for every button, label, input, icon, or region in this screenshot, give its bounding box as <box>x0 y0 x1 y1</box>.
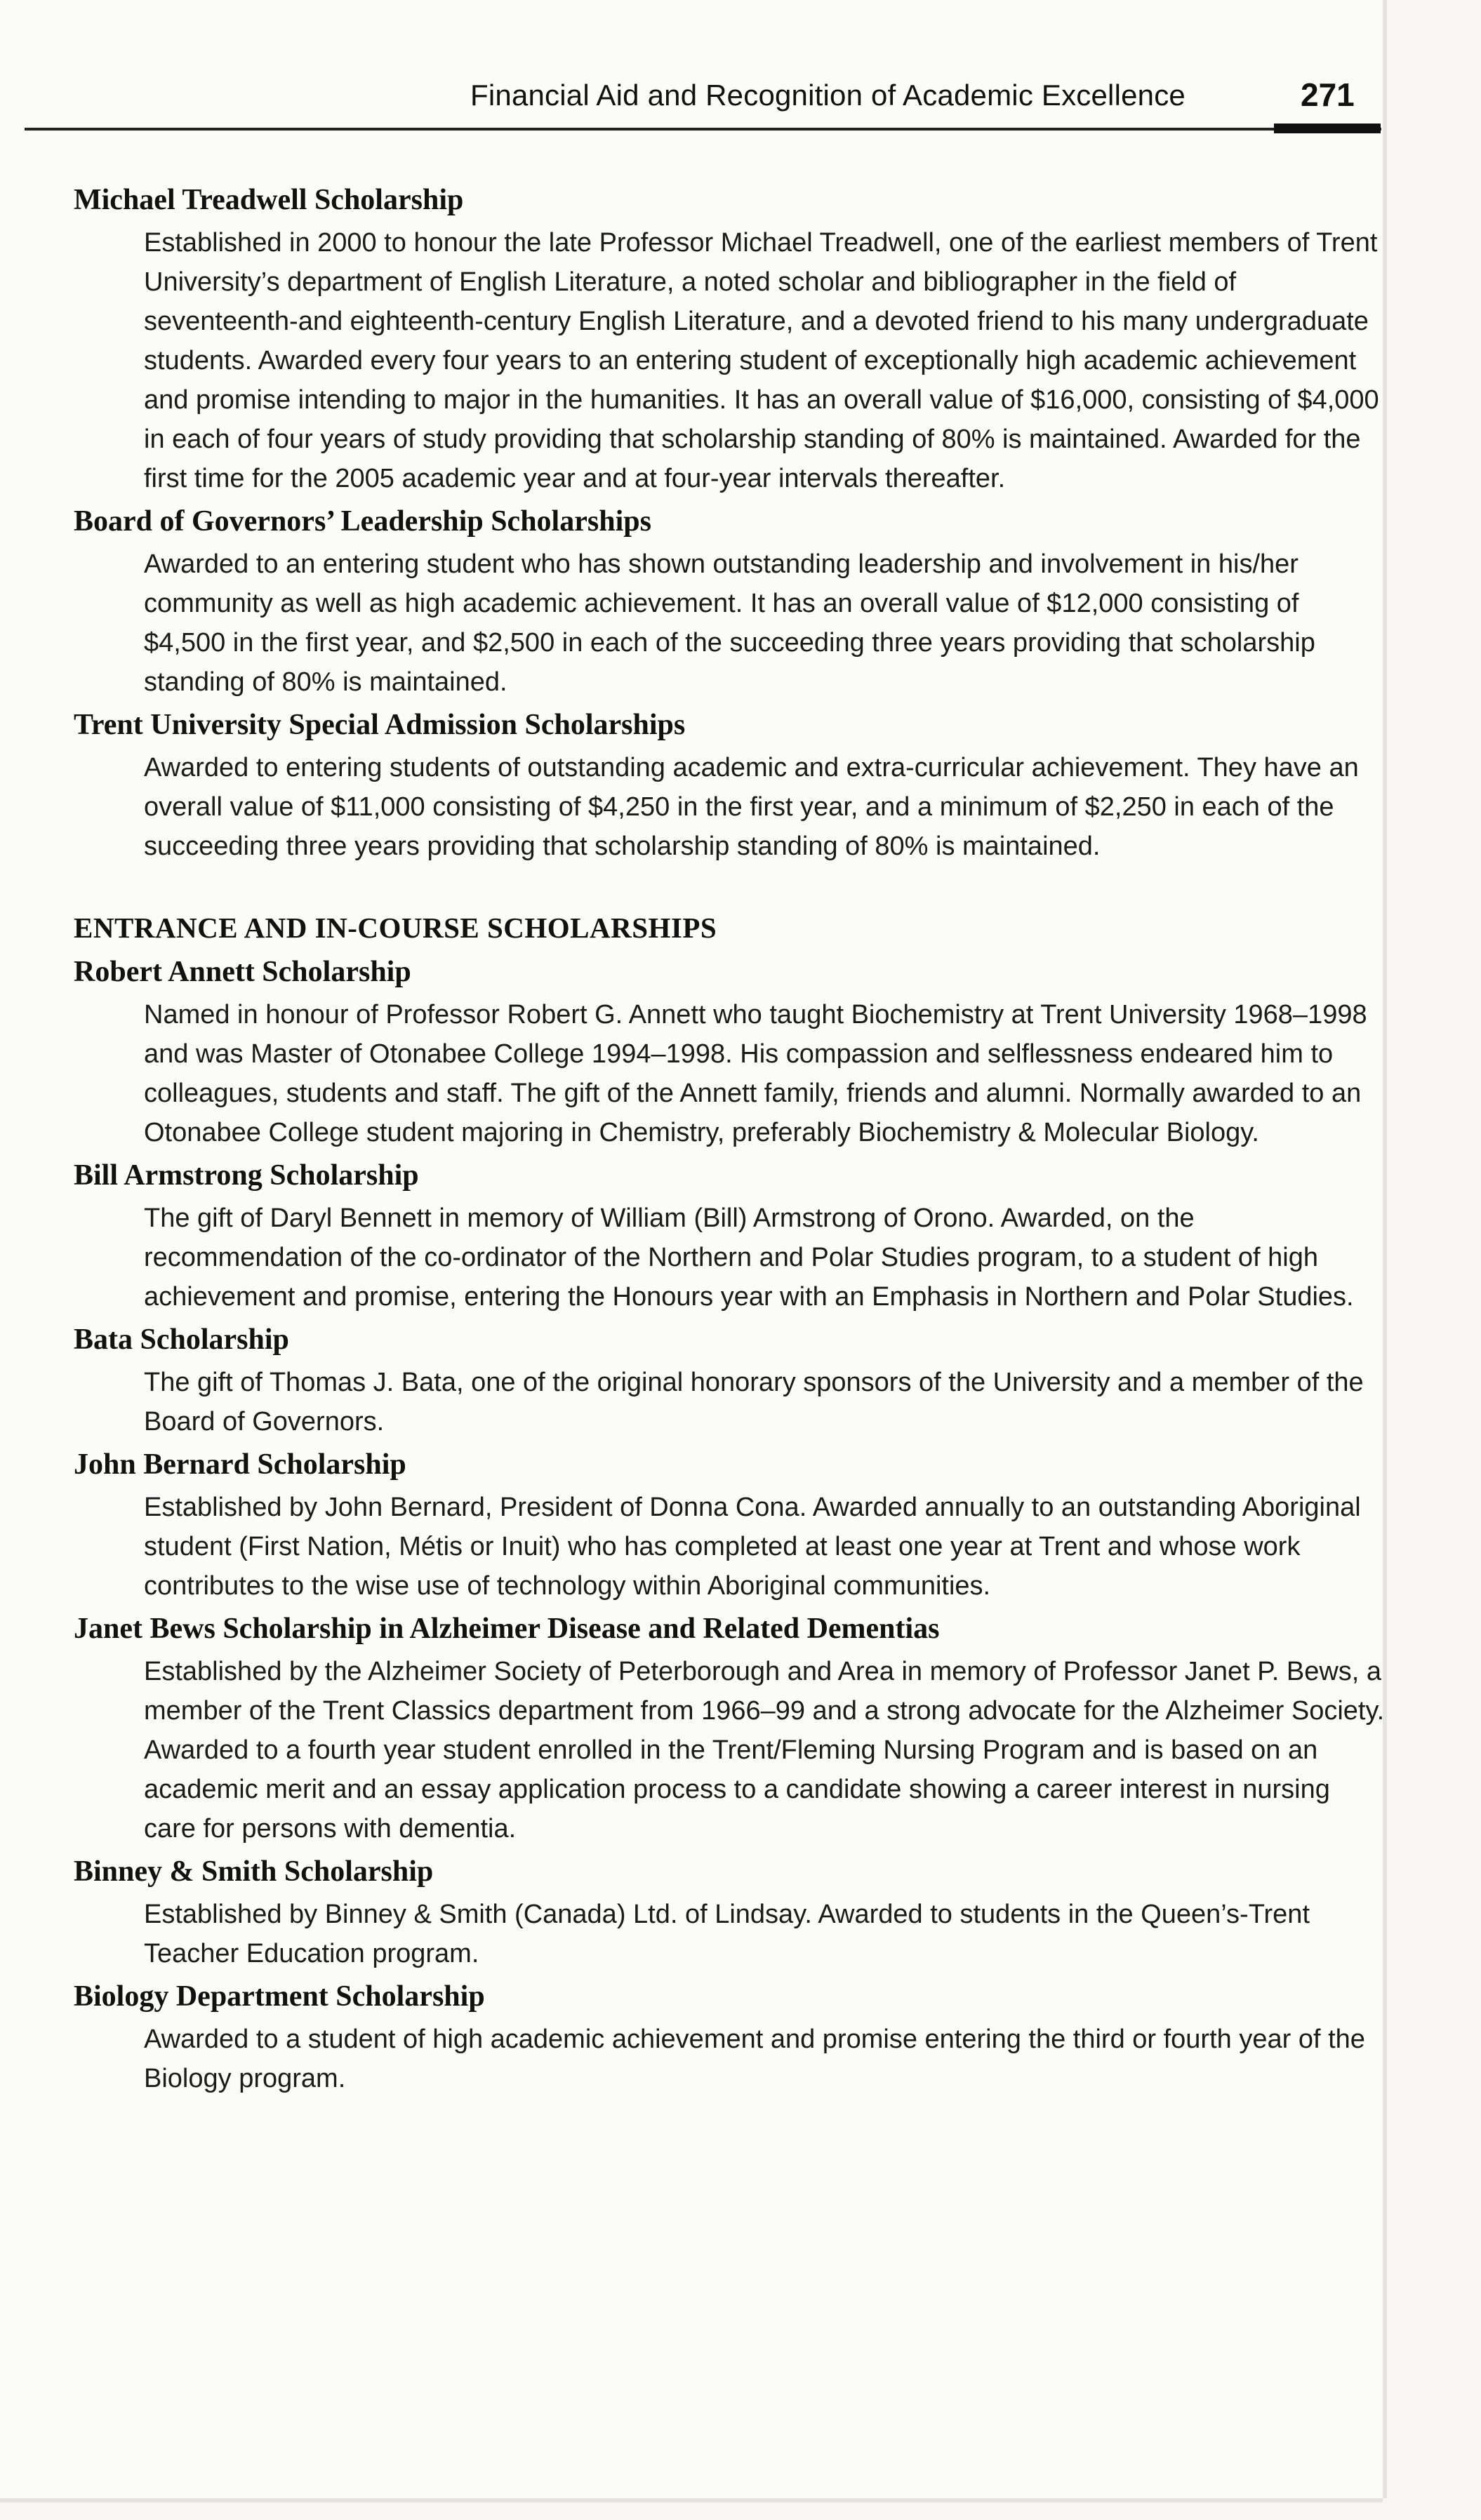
section-heading: ENTRANCE AND IN-COURSE SCHOLARSHIPS <box>74 912 717 944</box>
scholarship-entry <box>74 1606 1385 1848</box>
scholarship-title: Binney & Smith Scholarship <box>74 1855 434 1888</box>
scholarship-entry <box>74 1848 1379 1973</box>
scholarship-entry <box>74 177 1379 498</box>
scholarship-description: Awarded to an entering student who has shown outstanding leadership and involvement in his/her community as well as high academic achievement. It has an overall value of $12,000 consisting of $4,500 in the first year, and $2,500 in each of the succeeding three years providing that scholarship standing of 80% is maintained. <box>144 549 1315 697</box>
scholarship-entry <box>74 1152 1379 1316</box>
scholarship-description: Established by Binney & Smith (Canada) Ltd. of Lindsay. Awarded to students in the Queen’s-Trent Teacher Education program. <box>144 1900 1310 1968</box>
header-rule-tab <box>1274 124 1381 133</box>
scholarship-title: Bata Scholarship <box>74 1324 289 1356</box>
scholarship-title: John Bernard Scholarship <box>74 1448 406 1481</box>
scholarship-description: Awarded to entering students of outstanding academic and extra-curricular achievement. They have an overall value of $11,000 consisting of $4,250 in the first year, and a minimum of $2,250 in each of the succeeding three years providing that scholarship standing of 80% is maintained. <box>144 753 1359 861</box>
running-head: Financial Aid and Recognition of Academic Excellence <box>470 79 1186 112</box>
page-number: 271 <box>1301 76 1355 113</box>
scholarship-entry <box>74 1973 1379 2098</box>
scholarship-entry <box>74 702 1379 866</box>
page-content <box>74 177 1385 2098</box>
scholarship-title: Biology Department Scholarship <box>74 1980 485 2013</box>
scholarship-entry <box>74 1316 1379 1441</box>
scholarship-description: The gift of Daryl Bennett in memory of William (Bill) Armstrong of Orono. Awarded, on the recommendation of the co-ordinator of the Northern and Polar Studies program, to a student of high achievement and promise, entering the Honours year with an Emphasis in Northern and Polar Studies. <box>144 1204 1354 1312</box>
scholarship-description: Established in 2000 to honour the late Professor Michael Treadwell, one of the earliest members of Trent University’s department of English Literature, a noted scholar and bibliographer in the field of seventeenth-and eighteenth-century English Literature, and a devoted friend to his many undergraduate students. Awarded every four years to an entering student of exceptionally high academic achievement and promise intending to major in the humanities. It has an overall value of $16,000, consisting of $4,000 in each of four years of study providing that scholarship standing of 80% is maintained. Awarded for the first time for the 2005 academic year and at four-year intervals thereafter. <box>144 228 1379 493</box>
scholarship-title: Michael Treadwell Scholarship <box>74 184 464 216</box>
scholarship-entry <box>74 1441 1379 1606</box>
scholarship-description: Named in honour of Professor Robert G. Annett who taught Biochemistry at Trent University 1968–1998 and was Master of Otonabee College 1994–1998. His compassion and selflessness endeared him to colleagues, students and staff. The gift of the Annett family, friends and alumni. Normally awarded to an Otonabee College student majoring in Chemistry, preferably Biochemistry & Molecular Biology. <box>144 1000 1367 1147</box>
scholarship-description: The gift of Thomas J. Bata, one of the original honorary sponsors of the University and a member of the Board of Governors. <box>144 1368 1364 1436</box>
scholarship-entry <box>74 498 1379 702</box>
scholarship-entry <box>74 949 1379 1152</box>
scholarship-description: Established by the Alzheimer Society of Peterborough and Area in memory of Professor Janet P. Bews, a member of the Trent Classics department from 1966–99 and a strong advocate for the Alzheimer Society. Awarded to a fourth year student enrolled in the Trent/Fleming Nursing Program and is based on an academic merit and an essay application process to a candidate showing a career interest in nursing care for persons with dementia. <box>144 1657 1385 1844</box>
scholarship-title: Janet Bews Scholarship in Alzheimer Disease and Related Dementias <box>74 1613 940 1645</box>
scholarship-description: Established by John Bernard, President of Donna Cona. Awarded annually to an outstanding Aboriginal student (First Nation, Métis or Inuit) who has completed at least one year at Trent and whose work contributes to the wise use of technology within Aboriginal communities. <box>144 1493 1361 1601</box>
scholarship-title: Board of Governors’ Leadership Scholarships <box>74 505 651 538</box>
scholarship-title: Trent University Special Admission Scholarships <box>74 709 686 741</box>
scholarship-title: Robert Annett Scholarship <box>74 956 411 988</box>
scholarship-description: Awarded to a student of high academic achievement and promise entering the third or fourth year of the Biology program. <box>144 2025 1365 2093</box>
scholarship-title: Bill Armstrong Scholarship <box>74 1159 419 1192</box>
header-rule <box>25 128 1381 131</box>
